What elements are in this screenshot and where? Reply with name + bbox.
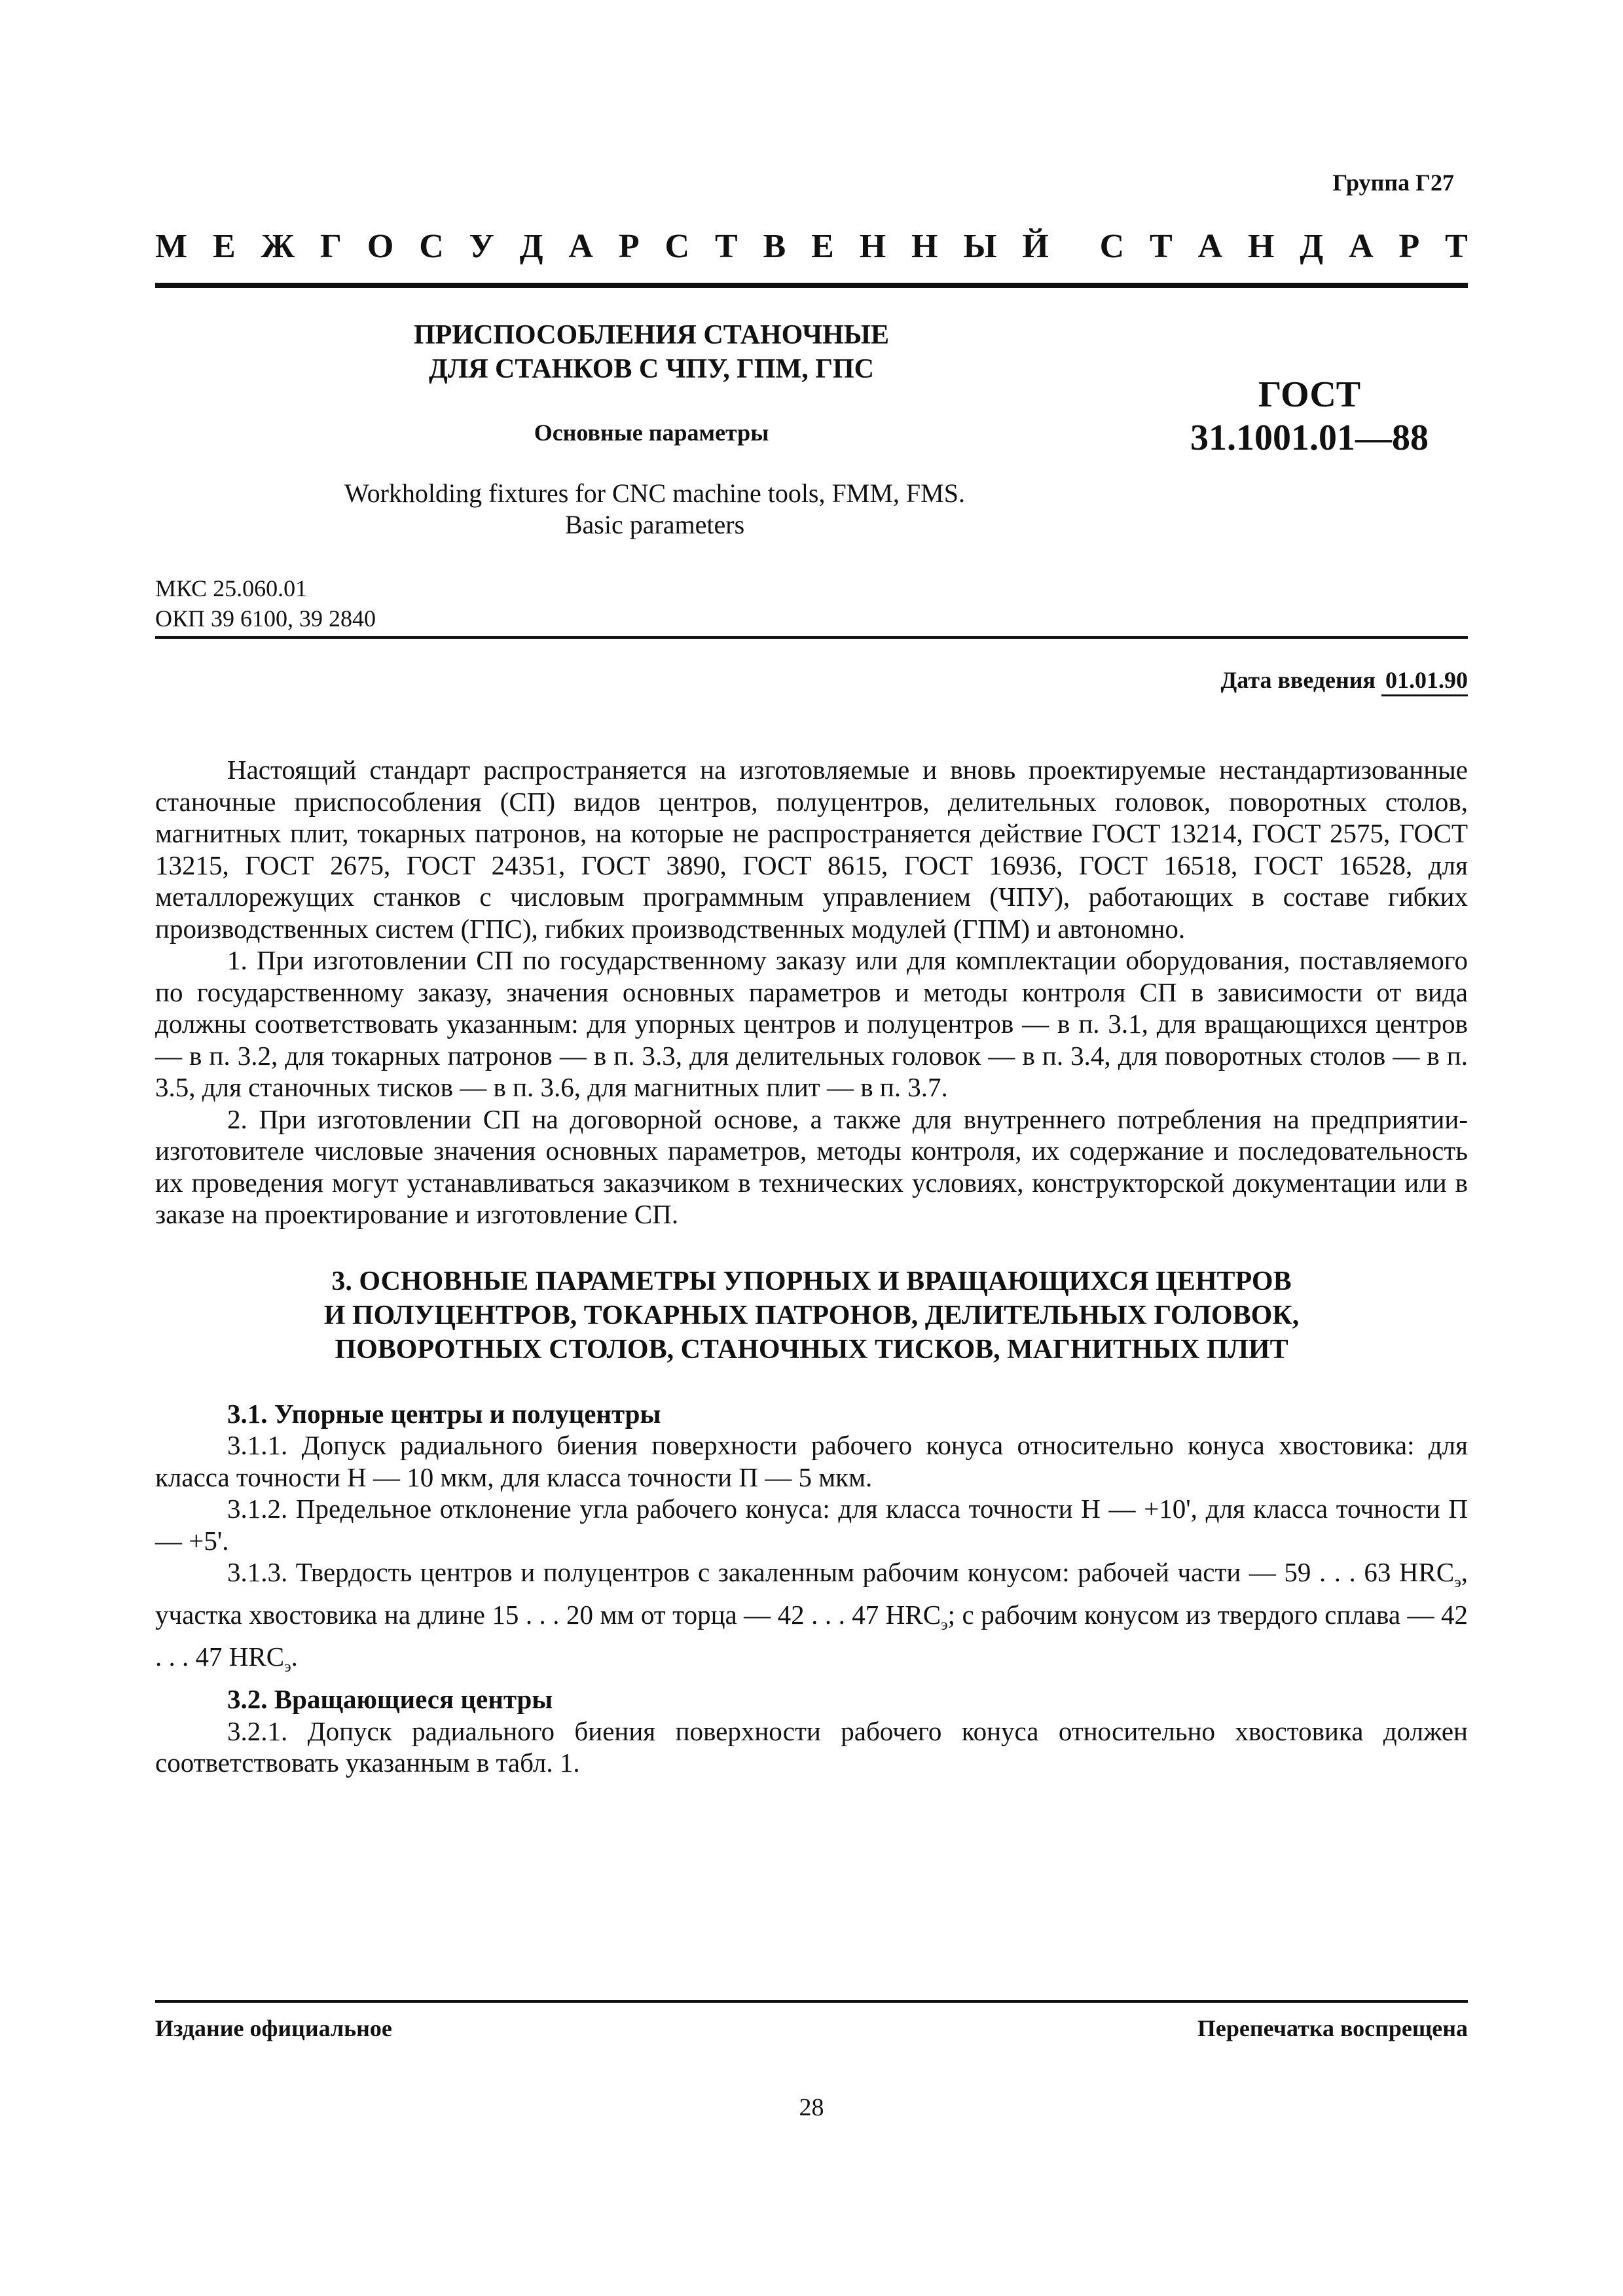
- banner-letter: А: [568, 227, 593, 265]
- clause-text: ; с рабочим конусом из твердого сплава — 42 . . . 47 HRC: [155, 1599, 1468, 1672]
- reprint-prohibited-note: Перепечатка воспрещена: [1197, 2015, 1468, 2041]
- banner-letter: С: [419, 227, 444, 265]
- banner-letter: О: [367, 227, 394, 265]
- clause-3-1-2: 3.1.2. Предельное отклонение угла рабочего конуса: для класса точности Н — +10', для класса точности П — +5'.: [155, 1494, 1468, 1556]
- title-line: ДЛЯ СТАНКОВ С ЧПУ, ГПМ, ГПС: [429, 354, 874, 384]
- hrc-subscript: э: [284, 1658, 291, 1676]
- banner-letter: Т: [1150, 227, 1173, 265]
- clause-3-1-1: 3.1.1. Допуск радиального биения поверхности рабочего конуса относительно конуса хвостовика: для класса точности Н — 10 мкм, для класса точности П — 5 мкм.: [155, 1430, 1468, 1492]
- hrc-subscript: э: [1454, 1573, 1461, 1592]
- hrc-subscript: э: [941, 1615, 948, 1634]
- subsection-3-1-heading: 3.1. Упорные центры и полуцентры: [227, 1398, 661, 1429]
- interstate-standard-banner: [155, 223, 1468, 270]
- clause-3-2-1: 3.2.1. Допуск радиального биения поверхности рабочего конуса относительно хвостовика должен соответствовать указанным в табл. 1.: [155, 1715, 1468, 1778]
- english-title: [196, 478, 1113, 541]
- banner-letter: Г: [319, 227, 342, 265]
- clause-text: 3.1.3. Твердость центров и полуцентров с закаленным рабочим конусом: рабочей части — 59 . . . 63 HRC: [227, 1557, 1455, 1587]
- group-code: Группа Г27: [1332, 170, 1454, 196]
- document-subtitle: Основные параметры: [534, 420, 769, 446]
- footer-divider: [155, 2000, 1468, 2003]
- intro-paragraph: Настоящий стандарт распространяется на изготовляемые и вновь проектируемые нестандартизованные станочные приспособления (СП) видов центров, полуцентров, делительных головок, поворотных столов, магнитных плит, токарных патронов, на которые не распространяется действие ГОСТ 13214, ГОСТ 2575, ГОСТ 13215, ГОСТ 2675, ГОСТ 24351, ГОСТ 3890, ГОСТ 8615, ГОСТ 16936, ГОСТ 16518, ГОСТ 16528, для металлорежущих станков с числовым программным управлением (ЧПУ), работающих в составе гибких производственных систем (ГПС), гибких производственных модулей (ГПМ) и автономно.: [155, 755, 1468, 944]
- banner-letter: Т: [714, 227, 738, 265]
- banner-letter: С: [665, 227, 690, 265]
- gost-code: 31.1001.01—88: [1190, 418, 1429, 458]
- section-3-heading: [155, 1265, 1468, 1367]
- banner-letter: Н: [859, 227, 886, 265]
- subsection-3-2-heading: 3.2. Вращающиеся центры: [227, 1684, 553, 1715]
- clause-3-1-3: [155, 1556, 1468, 1683]
- banner-letter: Ы: [963, 227, 997, 265]
- classification-codes: [155, 573, 376, 634]
- english-title-line: Workholding fixtures for CNC machine tools, FMM, FMS.: [344, 478, 965, 508]
- banner-letter: С: [1099, 227, 1125, 265]
- banner-letter: М: [155, 227, 188, 265]
- clause-text: .: [291, 1641, 298, 1672]
- introduction-date: [1221, 666, 1468, 694]
- page-number: 28: [799, 2094, 824, 2121]
- document-body: [155, 754, 1468, 1779]
- english-title-line: Basic parameters: [564, 510, 745, 539]
- codes-divider: [155, 636, 1468, 639]
- paragraph-1: 1. При изготовлении СП по государственному заказу или для комплектации оборудования, поставляемого по государственному заказу, значения основных параметров и методы контроля СП в зависимости от вида должны соответствовать указанным: для упорных центров и полуцентров — в п. 3.1, для вращающихся центров — в п. 3.2, для токарных патронов — в п. 3.3, для делительных головок — в п. 3.4, для поворотных столов — в п. 3.5, для станочных тисков — в п. 3.6, для магнитных плит — в п. 3.7.: [155, 945, 1468, 1102]
- section-heading-line: 3. ОСНОВНЫЕ ПАРАМЕТРЫ УПОРНЫХ И ВРАЩАЮЩИХСЯ ЦЕНТРОВ: [331, 1266, 1292, 1297]
- header-divider: [155, 283, 1468, 288]
- okp-code: ОКП 39 6100, 39 2840: [155, 605, 376, 632]
- gost-label: ГОСТ: [1258, 374, 1361, 415]
- banner-letter: Е: [811, 227, 834, 265]
- banner-letter: Е: [212, 227, 236, 265]
- clause-text: , участка хвостовика на длине 15 . . . 20 мм от торца — 42 . . . 47 HRC: [155, 1557, 1468, 1630]
- paragraph-2: 2. При изготовлении СП на договорной основе, а также для внутреннего потребления на предприятии-изготовителе числовые значения основных параметров, методы контроля, их содержание и последовательность их проведения могут устанавливаться заказчиком в технических условиях, конструкторской документации или в заказе на проектирование и изготовление СП.: [155, 1103, 1468, 1229]
- banner-letter: Й: [1022, 227, 1049, 265]
- banner-letter: В: [763, 227, 786, 265]
- section-heading-line: ПОВОРОТНЫХ СТОЛОВ, СТАНОЧНЫХ ТИСКОВ, МАГНИТНЫХ ПЛИТ: [335, 1334, 1288, 1365]
- date-value: 01.01.90: [1381, 667, 1468, 696]
- banner-letter: Р: [618, 227, 640, 265]
- banner-letter: А: [1349, 227, 1374, 265]
- banner-letter: Н: [1248, 227, 1275, 265]
- document-title: [354, 318, 949, 386]
- title-line: ПРИСПОСОБЛЕНИЯ СТАНОЧНЫЕ: [414, 320, 889, 350]
- banner-letter: Н: [911, 227, 938, 265]
- banner-letter: Ж: [261, 227, 295, 265]
- banner-letter: Д: [1300, 227, 1324, 265]
- banner-letter: Т: [1445, 227, 1468, 265]
- date-label: Дата введения: [1220, 667, 1376, 693]
- banner-letter: Р: [1398, 227, 1420, 265]
- banner-letter: У: [469, 227, 494, 265]
- banner-letter: Д: [519, 227, 543, 265]
- section-heading-line: И ПОЛУЦЕНТРОВ, ТОКАРНЫХ ПАТРОНОВ, ДЕЛИТЕЛЬНЫХ ГОЛОВОК,: [323, 1300, 1300, 1331]
- mks-code: МКС 25.060.01: [155, 575, 308, 601]
- banner-letter: А: [1197, 227, 1223, 265]
- gost-number: [1172, 373, 1447, 459]
- official-edition-note: Издание официальное: [155, 2015, 392, 2041]
